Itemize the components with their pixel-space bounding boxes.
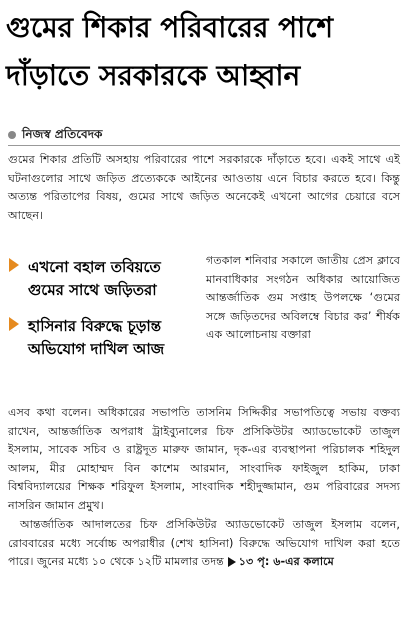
right-column-paragraph: গতকাল শনিবার সকালে জাতীয় প্রেস ক্লাবে মানবাধিকার সংগঠন অধিকার আয়োজিত আন্তর্জাতিক গুম সপ্তাহ উপলক্ষে ‘গুমের সঙ্গে জড়িতদের অবিলম্বে বিচার কর’ শীর্ষক এক আলোচনায় বক্তারা xyxy=(206,254,400,342)
byline xyxy=(8,126,400,142)
continuation-note[interactable]: ১৩ পৃ: ৬-এর কলামে xyxy=(238,555,334,569)
continued-arrow-icon xyxy=(228,557,236,567)
pull-quote xyxy=(8,315,198,361)
body-paragraph-2-text: আন্তর্জাতিক আদালতের চিফ প্রসিকিউটর অ্যাডভোকেট তাজুল ইসলাম বলেন, রোববারের মধ্যে সর্বোচ্চ অপরাধীর (শেখ হাসিনা) বিরুদ্ধে অভিযোগ দাখিল করা হতে পারে। জুনের মধ্যে ১০ থেকে ১২টি মামলার তদন্ত xyxy=(8,518,400,569)
arrow-icon xyxy=(9,258,19,272)
pull-quotes xyxy=(8,256,198,374)
pull-quote-text: হাসিনার বিরুদ্ধে চূড়ান্ত অভিযোগ দাখিল আজ xyxy=(28,317,165,358)
lead-paragraph: গুমের শিকার প্রতিটি অসহায় পরিবারের পাশে সরকারকে দাঁড়াতে হবে। একই সাথে এই ঘটনাগুলোর সাথে জড়িত প্রত্যেককে আইনের আওতায় এনে বিচার করতে হবে। কিন্তু অত্যন্ত পরিতাপের বিষয়, গুমের সাথে জড়িত অনেকেই এখনো আগের চেয়ারে বসে আছেন। xyxy=(8,153,400,222)
arrow-icon xyxy=(9,317,19,331)
body-paragraph-2 xyxy=(8,516,400,572)
byline-divider xyxy=(8,145,400,146)
headline: গুমের শিকার পরিবারের পাশে দাঁড়াতে সরকারকে আহ্বান xyxy=(6,11,334,92)
body-paragraph: এসব কথা বলেন। অধিকারের সভাপতি তাসনিম সিদ্দিকীর সভাপতিত্বে সভায় বক্তব্য রাখেন, আন্তর্জাতিক অপরাধ ট্রাইব্যুনালের চিফ প্রসিকিউটর অ্যাডভোকেট তাজুল ইসলাম, সাবেক সচিব ও রাষ্ট্রদূত মারুফ জামান, দৃক-এর ব্যবস্থাপনা পরিচালক শহিদুল আলম, মীর মোহাম্মদ বিন কাশেম আরমান, সাংবাদিক ফাইজুল হাকিম, ঢাকা বিশ্ববিদ্যালয়ের শিক্ষক শরিফুল ইসলাম, সাংবাদিক শহীদুজ্জামান, গুম পরিবারের সদস্য নাসরিন জামান প্রমুখ। xyxy=(8,406,400,512)
pull-quote-text: এখনো বহাল তবিয়তে গুমের সাথে জড়িতরা xyxy=(28,258,161,299)
pull-quote xyxy=(8,256,198,302)
byline-text: নিজস্ব প্রতিবেদক xyxy=(22,127,103,141)
bullet-icon xyxy=(8,131,16,139)
